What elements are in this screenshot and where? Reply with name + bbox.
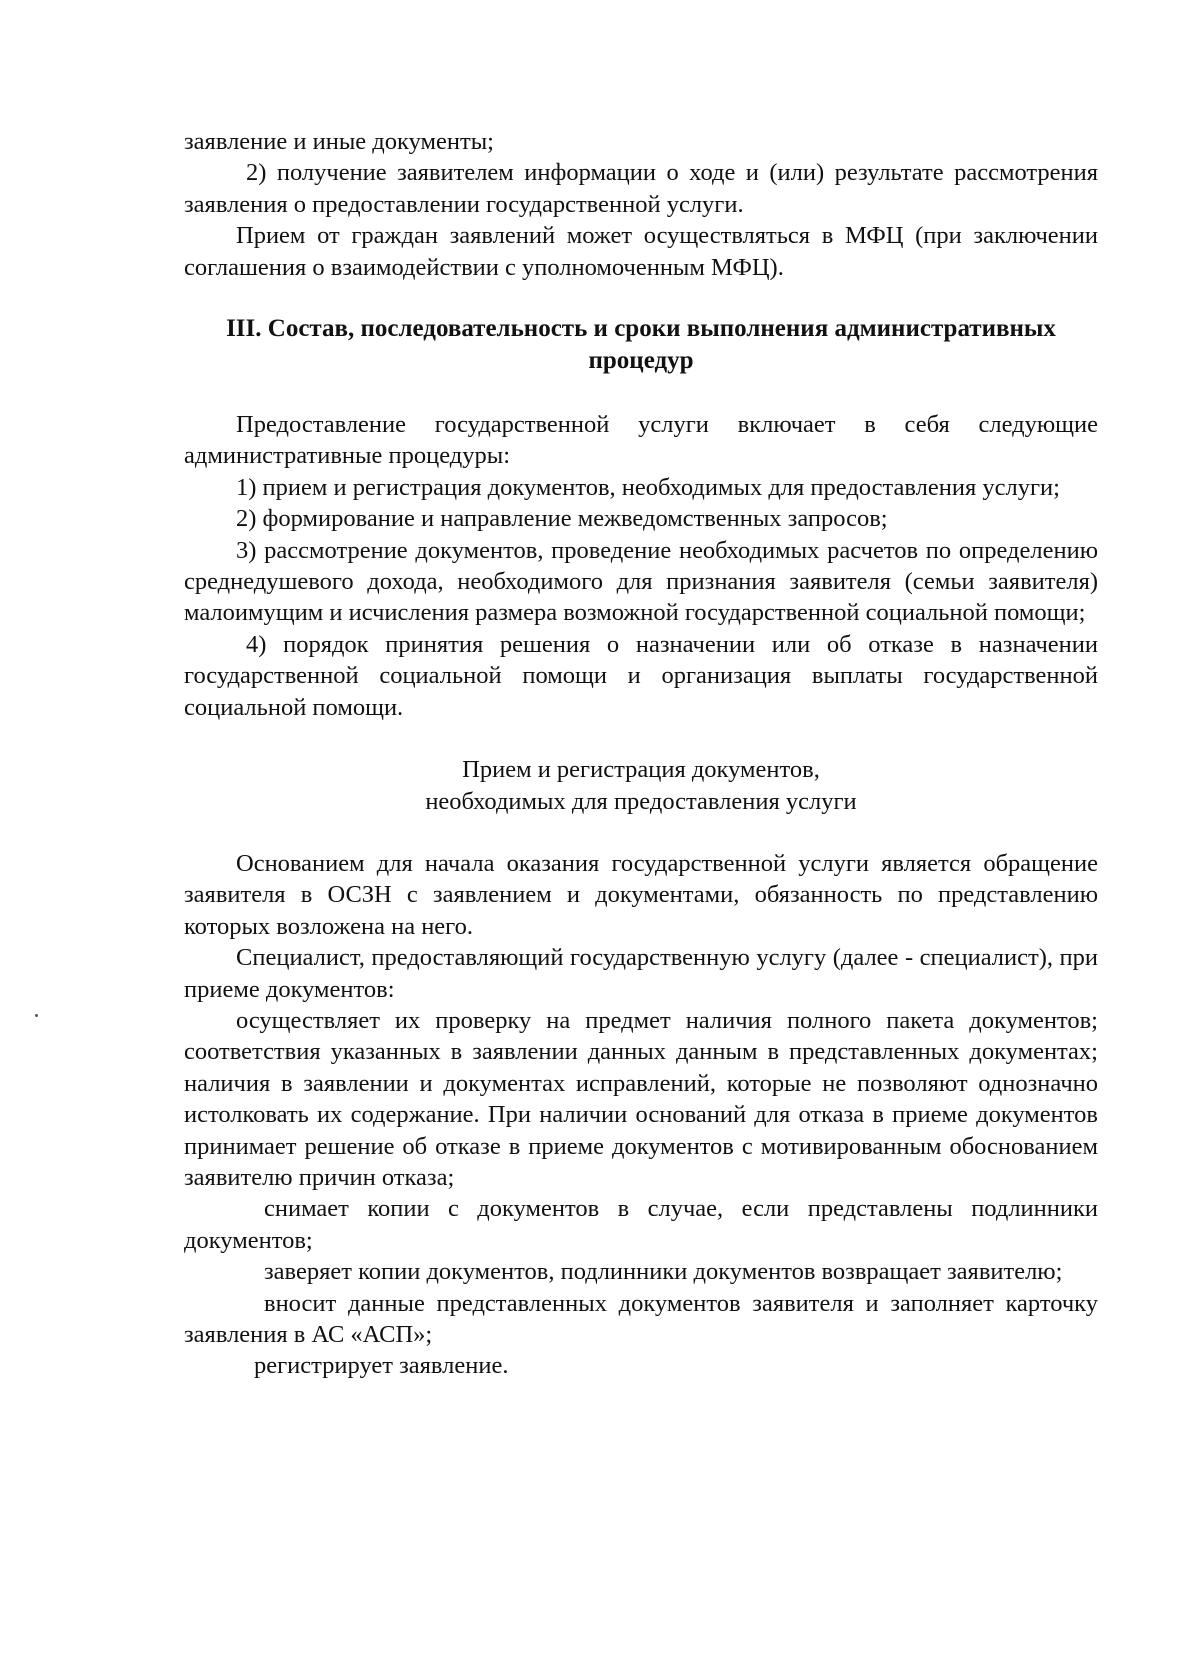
paragraph-intro-2: 2) получение заявителем информации о ходе и (или) результате рассмотрения заявления о предоставлении государственной услуги. [184, 159, 1098, 218]
list-item-procedure-2: 2) формирование и направление межведомственных запросов; [236, 505, 888, 533]
subsection-heading-line-2: необходимых для предоставления услуги [425, 787, 857, 815]
paragraph-data-entry: вносит данные представленных документов заявителя и заполняет карточку заявления в АС «АСП»; [184, 1289, 1098, 1348]
paragraph-registration: регистрирует заявление. [254, 1352, 509, 1380]
subsection-heading-line-1: Прием и регистрация документов, [462, 756, 820, 784]
section-heading: III. Состав, последовательность и сроки выполнения административных процедур [226, 315, 1056, 375]
paragraph-procedures-intro: Предоставление государственной услуги включает в себя следующие административные процедуры: [184, 411, 1098, 470]
paragraph-intro-3: Прием от граждан заявлений может осуществляться в МФЦ (при заключении соглашения о взаимодействии с уполномоченным МФЦ). [184, 222, 1098, 281]
paragraph-intro-1: заявление и иные документы; [184, 128, 494, 155]
paragraph-specialist: Специалист, предоставляющий государственную услугу (далее - специалист), при приеме документов: [184, 944, 1098, 1003]
paragraph-verification: осуществляет их проверку на предмет наличия полного пакета документов; соответствия указанных в заявлении данных данным в представленных документах; наличия в заявлении и документах исправлений, которые не позволяют однозначно истолковать их содержание. При наличии оснований для отказа в приеме документов принимает решение об отказе в приеме документов с мотивированным обоснованием заявителю причин отказа; [184, 1006, 1098, 1191]
list-item-procedure-1: 1) прием и регистрация документов, необходимых для предоставления услуги; [236, 473, 1060, 501]
paragraph-certification: заверяет копии документов, подлинники документов возвращает заявителю; [264, 1258, 1063, 1286]
list-item-procedure-3: 3) рассмотрение документов, проведение необходимых расчетов по определению среднедушевого дохода, необходимого для признания заявителя (семьи заявителя) малоимущим и исчисления размера возможной государственной социальной помощи; [184, 536, 1098, 627]
scan-speck [35, 1014, 38, 1017]
document-page [184, 126, 1098, 1382]
paragraph-copies: снимает копии с документов в случае, если представлены подлинники документов; [184, 1195, 1098, 1254]
list-item-procedure-4: 4) порядок принятия решения о назначении или об отказе в назначении государственной социальной помощи и организация выплаты государственной социальной помощи. [184, 630, 1098, 721]
subsection-heading [184, 754, 1098, 817]
paragraph-basis: Основанием для начала оказания государственной услуги является обращение заявителя в ОСЗН с заявлением и документами, обязанность по представлению которых возложена на него. [184, 849, 1098, 940]
